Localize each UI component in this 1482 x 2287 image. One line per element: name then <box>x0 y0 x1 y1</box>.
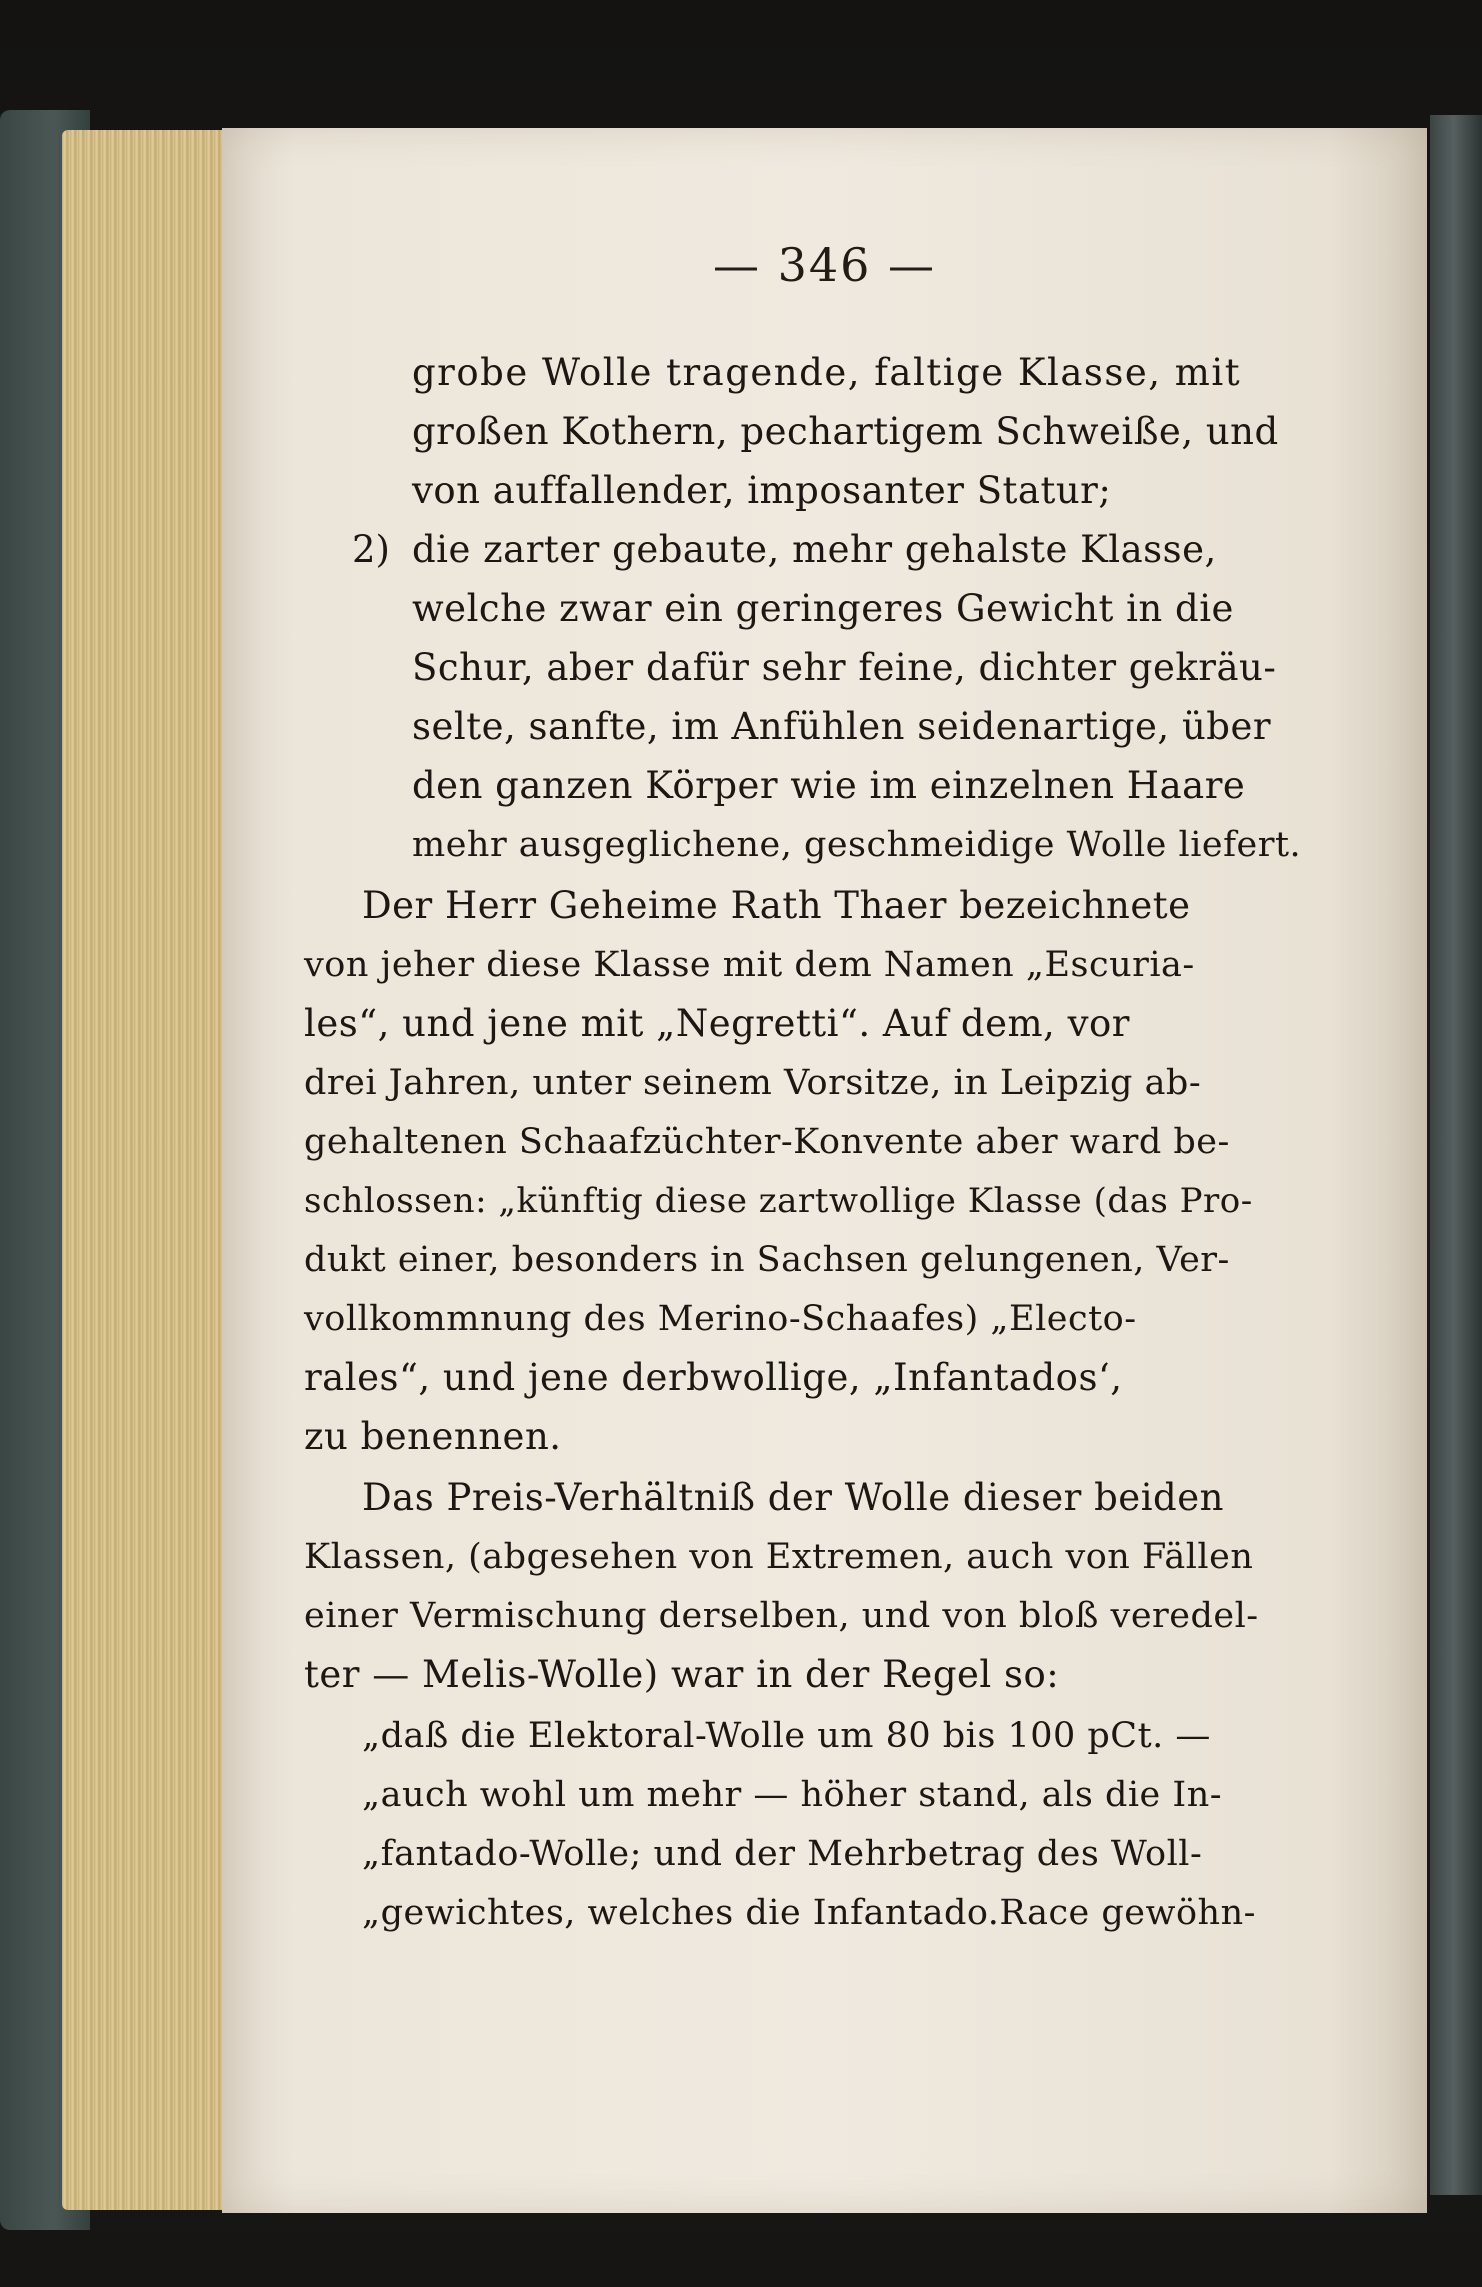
text-line: von jeher diese Klasse mit dem Namen „Escuria- <box>304 945 1195 985</box>
text-line: den ganzen Körper wie im einzelnen Haare <box>412 764 1246 807</box>
text-line: rales“, und jene derbwollige, „Infantados‘, <box>304 1356 1123 1399</box>
text-line: Schur, aber dafür sehr feine, dichter gekräu- <box>412 646 1277 689</box>
book-page <box>222 128 1427 2213</box>
text-line: „fantado-Wolle; und der Mehrbetrag des Woll- <box>362 1834 1203 1874</box>
text-line: zu benennen. <box>304 1415 562 1458</box>
text-line: „daß die Elektoral-Wolle um 80 bis 100 pCt. — <box>362 1716 1211 1756</box>
text-line: welche zwar ein geringeres Gewicht in die <box>412 587 1234 630</box>
text-line: Das Preis-Verhältniß der Wolle dieser beiden <box>362 1476 1224 1519</box>
text-line: großen Kothern, pechartigem Schweiße, und <box>412 410 1279 453</box>
text-line: gehaltenen Schaafzüchter-Konvente aber ward be- <box>304 1122 1230 1162</box>
page-edges <box>62 130 232 2210</box>
text-line: einer Vermischung derselben, und von bloß veredel- <box>304 1596 1259 1636</box>
text-line: drei Jahren, unter seinem Vorsitze, in Leipzig ab- <box>304 1063 1202 1103</box>
text-line: mehr ausgeglichene, geschmeidige Wolle liefert. <box>412 825 1302 865</box>
text-line: selte, sanfte, im Anfühlen seidenartige, über <box>412 705 1272 748</box>
text-line: vollkommnung des Merino-Schaafes) „Electo- <box>304 1299 1137 1339</box>
text-line: ter — Melis-Wolle) war in der Regel so: <box>304 1653 1060 1696</box>
text-line: die zarter gebaute, mehr gehalste Klasse, <box>412 528 1217 571</box>
text-line: dukt einer, besonders in Sachsen gelungenen, Ver- <box>304 1240 1230 1280</box>
book-cover-right <box>1430 115 1482 2195</box>
text-line: Klassen, (abgesehen von Extremen, auch von Fällen <box>304 1537 1254 1577</box>
text-line: schlossen: „künftig diese zartwollige Klasse (das Pro- <box>304 1181 1253 1221</box>
text-line: „gewichtes, welches die Infantado.Race gewöhn- <box>362 1893 1256 1933</box>
page-number: — 346 — <box>712 238 937 292</box>
text-line: „auch wohl um mehr — höher stand, als die In- <box>362 1775 1223 1815</box>
text-line: Der Herr Geheime Rath Thaer bezeichnete <box>362 884 1191 927</box>
text-line: grobe Wolle tragende, faltige Klasse, mit <box>412 351 1242 394</box>
list-marker: 2) <box>352 528 390 571</box>
text-line: les“, und jene mit „Negretti“. Auf dem, vor <box>304 1002 1130 1045</box>
text-line: von auffallender, imposanter Statur; <box>412 469 1112 512</box>
